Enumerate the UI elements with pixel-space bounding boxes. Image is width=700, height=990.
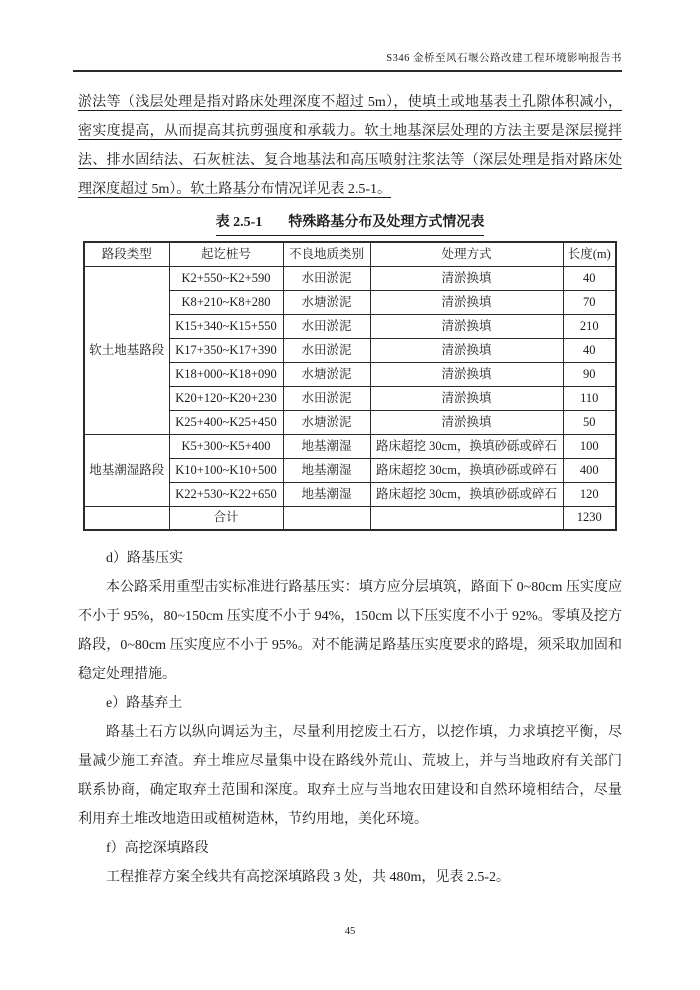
cell-stake: K25+400~K25+450 [169,410,283,434]
cell-length: 100 [563,434,616,458]
col-header-section-type: 路段类型 [84,242,169,266]
total-row-empty-cell [84,506,169,530]
heading-d-subgrade-compaction: d）路基压实 [106,551,183,566]
total-row-empty-cell [283,506,370,530]
page-header [73,50,622,72]
cell-geology: 水塘淤泥 [283,290,370,314]
table-header-row [84,242,616,266]
cell-stake: K5+300~K5+400 [169,434,283,458]
cell-geology: 水田淤泥 [283,314,370,338]
cell-treatment: 路床超挖 30cm，换填砂砾或碎石 [370,434,563,458]
cell-length: 400 [563,458,616,482]
table-row [84,434,616,458]
cell-treatment: 路床超挖 30cm，换填砂砾或碎石 [370,482,563,506]
header-title: S346 金桥至风石堰公路改建工程环境影响报告书 [386,53,622,64]
cell-treatment: 路床超挖 30cm，换填砂砾或碎石 [370,458,563,482]
cell-length: 90 [563,362,616,386]
page-content [78,88,622,892]
paragraph-compaction-standard: 本公路采用重型击实标准进行路基压实：填方应分层填筑，路面下 0~80cm 压实度应不小于 95%，80~150cm 压实度不小于 94%，150cm 以下压实度不小于 92%。零填及挖方路段，0~80cm 压实度应不小于 95%。对不能满足路基压实度要求的路堤，须采取加固和稳定处理措施。 [78,580,622,682]
table-number: 表 2.5-1 [215,215,263,230]
cell-geology: 水塘淤泥 [283,362,370,386]
cell-length: 40 [563,338,616,362]
cell-geology: 地基潮湿 [283,482,370,506]
cell-length: 120 [563,482,616,506]
col-header-geology-type: 不良地质类别 [283,242,370,266]
table-title [78,211,622,236]
cell-treatment: 清淤换填 [370,386,563,410]
cell-geology: 地基潮湿 [283,458,370,482]
cell-geology: 水田淤泥 [283,266,370,290]
cell-length: 50 [563,410,616,434]
cell-geology: 地基潮湿 [283,434,370,458]
paragraph-spoil-disposal: 路基土石方以纵向调运为主，尽量利用挖废土石方，以挖作填，力求填挖平衡，尽量减少施工弃渣。弃土堆应尽量集中设在路线外荒山、荒坡上，并与当地政府有关部门联系协商，确定取弃土范围和深度。取弃土应与当地农田建设和自然环境相结合，尽量利用弃土堆改地造田或植树造林，节约用地，美化环境。 [78,725,622,827]
cell-length: 40 [563,266,616,290]
cell-length: 210 [563,314,616,338]
col-header-length: 长度(m) [563,242,616,266]
cell-stake: K18+000~K18+090 [169,362,283,386]
cell-treatment: 清淤换填 [370,338,563,362]
page-footer [0,926,700,937]
cell-geology: 水塘淤泥 [283,410,370,434]
cell-treatment: 清淤换填 [370,362,563,386]
cell-treatment: 清淤换填 [370,410,563,434]
cell-treatment: 清淤换填 [370,266,563,290]
cell-stake: K17+350~K17+390 [169,338,283,362]
total-value: 1230 [563,506,616,530]
cell-stake: K20+120~K20+230 [169,386,283,410]
heading-f-deep-cut-fill: f）高挖深填路段 [106,841,209,856]
table-row [84,266,616,290]
cell-geology: 水田淤泥 [283,386,370,410]
table-total-row [84,506,616,530]
cell-length: 110 [563,386,616,410]
cell-geology: 水田淤泥 [283,338,370,362]
cell-stake: K15+340~K15+550 [169,314,283,338]
total-label: 合计 [169,506,283,530]
paragraph-deep-cut-fill: 工程推荐方案全线共有高挖深填路段 3 处，共 480m，见表 2.5-2。 [106,870,511,885]
page-number: 45 [344,926,356,937]
group-label-damp-foundation: 地基潮湿路段 [84,434,169,506]
table-caption: 特殊路基分布及处理方式情况表 [288,215,485,230]
col-header-treatment: 处理方式 [370,242,563,266]
cell-stake: K8+210~K8+280 [169,290,283,314]
cell-stake: K2+550~K2+590 [169,266,283,290]
cell-treatment: 清淤换填 [370,290,563,314]
paragraph-soft-soil-treatment: 淤法等（浅层处理是指对路床处理深度不超过 5m），使填土或地基表土孔隙体积减小，密实度提高，从而提高其抗剪强度和承载力。软土地基深层处理的方法主要是深层搅拌法、排水固结法、石灰桩法、复合地基法和高压喷射注浆法等（深层处理是指对路床处理深度超过 5m）。软土路基分布情况详见表 2.5-1。 [78,95,622,197]
total-row-empty-cell [370,506,563,530]
col-header-stake-range: 起讫桩号 [169,242,283,266]
cell-stake: K22+530~K22+650 [169,482,283,506]
special-subgrade-table [83,241,617,531]
cell-stake: K10+100~K10+500 [169,458,283,482]
table-title-text [216,212,485,236]
cell-treatment: 清淤换填 [370,314,563,338]
heading-e-subgrade-spoil: e）路基弃土 [106,696,183,711]
cell-length: 70 [563,290,616,314]
group-label-soft-soil: 软土地基路段 [84,266,169,434]
